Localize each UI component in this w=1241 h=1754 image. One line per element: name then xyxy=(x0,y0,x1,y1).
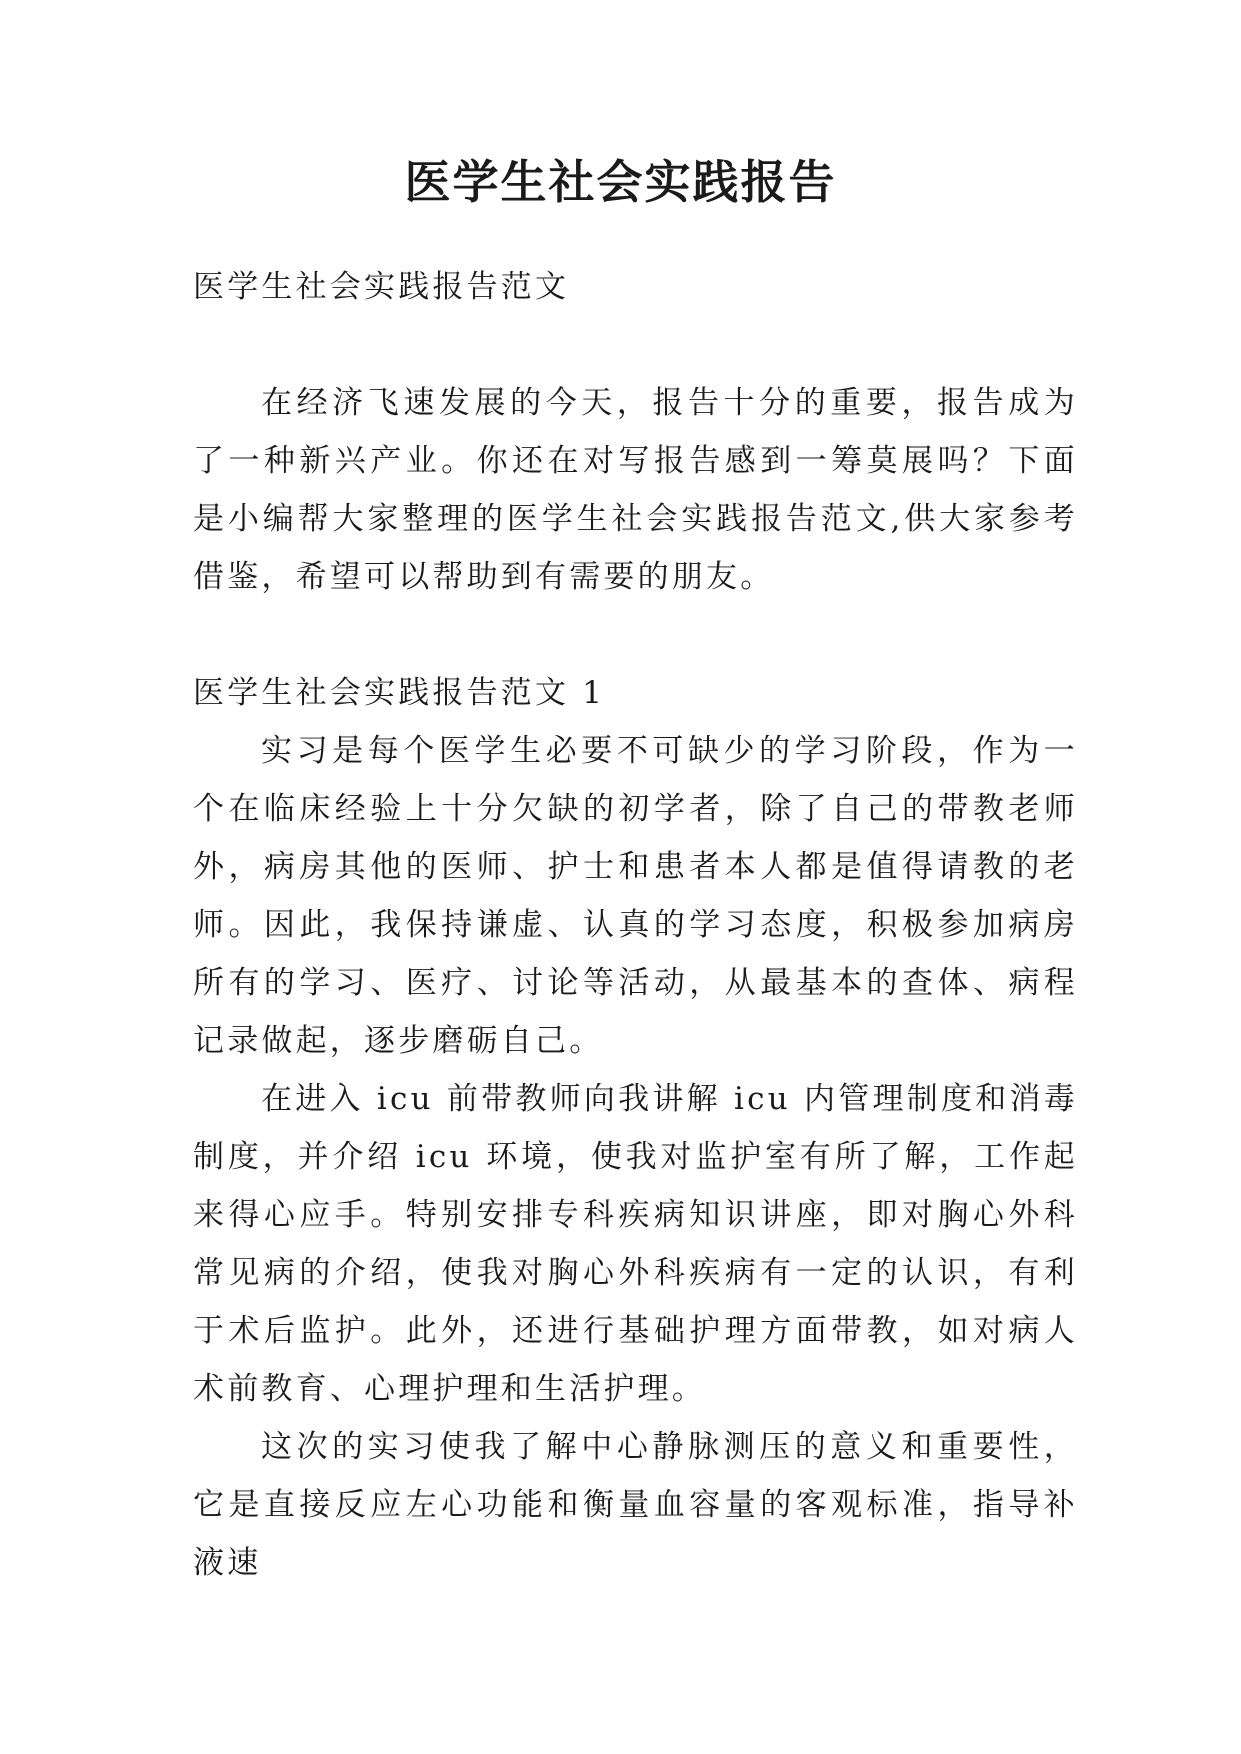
document-body xyxy=(193,258,1078,1592)
document-subtitle: 医学生社会实践报告范文 xyxy=(193,269,570,305)
body-paragraph: 这次的实习使我了解中心静脉测压的意义和重要性，它是直接反应左心功能和衡量血容量的客观标准，指导补液速 xyxy=(193,1429,1078,1581)
body-paragraph: 在进入 icu 前带教师向我讲解 icu 内管理制度和消毒制度，并介绍 icu 环境，使我对监护室有所了解，工作起来得心应手。特别安排专科疾病知识讲座，即对胸心外科常见病的介绍，使我对胸心外科疾病有一定的认识，有利于术后监护。此外，还进行基础护理方面带教，如对病人术前教育、心理护理和生活护理。 xyxy=(193,1081,1078,1407)
section-heading: 医学生社会实践报告范文 1 xyxy=(193,675,606,711)
body-paragraph: 实习是每个医学生必要不可缺少的学习阶段，作为一个在临床经验上十分欠缺的初学者，除了自己的带教老师外，病房其他的医师、护士和患者本人都是值得请教的老师。因此，我保持谦虚、认真的学习态度，积极参加病房所有的学习、医疗、讨论等活动，从最基本的查体、病程记录做起，逐步磨砺自己。 xyxy=(193,733,1078,1059)
document-title: 医学生社会实践报告 xyxy=(404,155,837,209)
intro-paragraph: 在经济飞速发展的今天，报告十分的重要，报告成为了一种新兴产业。你还在对写报告感到一筹莫展吗？下面是小编帮大家整理的医学生社会实践报告范文,供大家参考借鉴，希望可以帮助到有需要的朋友。 xyxy=(193,385,1078,595)
